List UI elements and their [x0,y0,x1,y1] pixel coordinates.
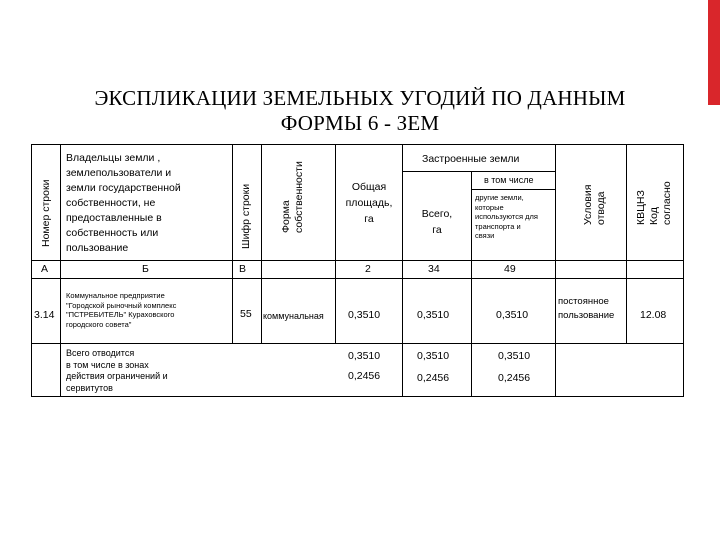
row1-total: 0,3510 [348,309,381,321]
row2-label-line: Всего отводится [66,348,135,358]
row1-all: 0,3510 [417,309,450,321]
header-ownership-2: собственности [293,161,305,233]
other-land-line: другие земли, [475,193,524,202]
header-ownership-1: Форма [280,200,292,233]
row1-owner-line: "Городской рыночный комплекс [66,300,177,310]
vline-8 [626,145,627,343]
vline-2 [232,145,233,343]
title-line-2: ФОРМЫ 6 - ЗЕМ [280,111,440,135]
land-explication-table [31,144,684,397]
row2-label-line: сервитутов [66,382,113,393]
row2-all-1: 0,3510 [417,350,450,362]
code-cell-a: А [41,263,49,275]
row1-code: 55 [240,308,252,320]
header-conditions-1: Условия [582,184,594,225]
other-land-line: которые [475,202,504,212]
row2-label [66,348,168,394]
hline-codes-bottom [32,278,683,279]
total-area-line: площадь, [345,197,393,209]
row1-owner-line: городского совета" [66,319,132,329]
owners-line: предоставленные в [66,212,162,224]
all-ha-line: Всего, [421,208,453,220]
code-cell-49: 49 [504,263,516,275]
row1-ownership: коммунальная [263,311,324,321]
page-title [40,86,680,136]
header-other-land [475,193,538,241]
owners-line: собственность или [66,227,159,239]
title-line-1: ЭКСПЛИКАЦИИ ЗЕМЕЛЬНЫХ УГОДИЙ ПО ДАННЫМ [94,86,626,110]
row1-conditions-line: постоянное [558,296,609,307]
header-row-number: Номер строки [40,179,52,247]
row2-other-1: 0,3510 [498,350,531,362]
hline-built-up [402,171,555,172]
row1-owner-line: "ПСТРЕБИТЕЛЬ" Кураховского [66,310,175,319]
hline-including [471,189,555,190]
row1-owner [66,291,176,329]
row2-total-1: 0,3510 [348,350,381,362]
row2-all-2: 0,2456 [417,372,450,384]
header-kvcnz-2: Код [648,207,660,225]
header-kvcnz-1: КВЦНЗ [635,190,647,225]
total-area-line: Общая [351,181,387,193]
row1-other: 0,3510 [496,309,529,321]
header-including: в том числе [484,175,534,185]
row1-number: 3.14 [34,309,55,321]
row1-owner-line: Коммунальное предприятие [66,291,165,300]
row2-other-2: 0,2456 [498,372,531,384]
total-area-line: га [364,213,374,225]
vline-3 [261,145,262,343]
row2-label-line: в том числе в зонах [66,359,149,370]
owners-line: землепользователи и [66,167,172,179]
row1-conditions-line: пользование [558,310,615,321]
accent-bar [708,0,720,105]
hline-row1-bottom [32,343,683,344]
all-ha-line: га [432,224,442,236]
header-total-area [336,181,402,225]
code-cell-b: Б [142,263,149,275]
code-cell-c: В [239,263,247,275]
vline-1 [60,145,61,396]
vline-6 [471,171,472,396]
row2-total-2: 0,2456 [348,370,381,382]
code-cell-34: 34 [428,263,440,275]
other-land-line: транспорта и [475,221,521,231]
header-kvcnz-3: согласно [661,181,673,225]
header-all-ha [403,208,471,236]
owners-line: пользование [66,242,129,254]
vline-5 [402,145,403,396]
header-built-up: Застроенные земли [422,153,520,165]
header-code: Шифр строки [240,183,252,249]
hline-header-bottom [32,260,683,261]
owners-line: собственности, не [66,197,156,209]
owners-line: Владельцы земли , [66,152,161,164]
row1-kvcnz: 12.08 [640,309,667,321]
header-conditions-2: отвода [595,191,607,225]
row2-label-line: действия ограничений и [66,371,168,381]
other-land-line: связи [475,231,495,240]
vline-4 [335,145,336,343]
header-owners [66,152,181,254]
other-land-line: используются для [475,212,538,221]
code-cell-2: 2 [365,263,371,275]
owners-line: земли государственной [66,182,181,194]
row1-conditions [558,296,614,322]
vline-7 [555,145,556,396]
